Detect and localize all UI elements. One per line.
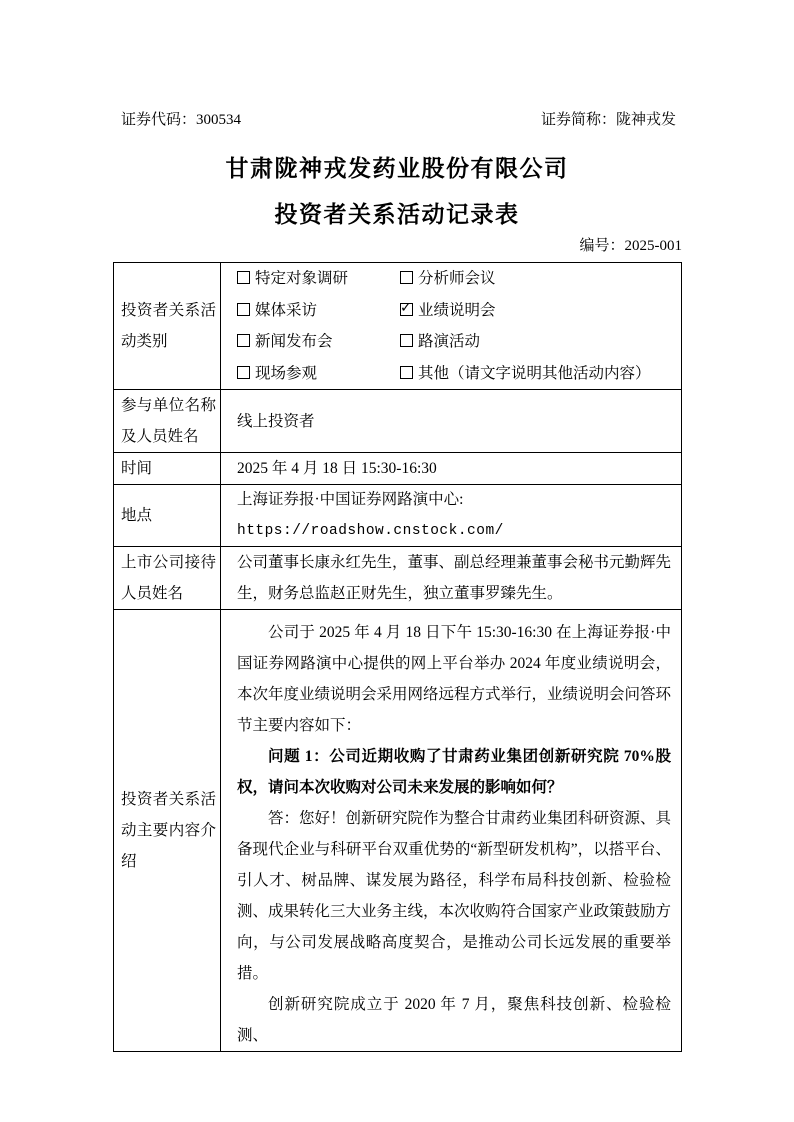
time-label: 时间: [114, 453, 221, 485]
option-special-object-research: [237, 263, 400, 295]
option-label: 业绩说明会: [418, 301, 496, 319]
location-venue: 上海证券报·中国证券网路演中心:: [237, 491, 464, 508]
document-number: 编号：2025-001: [579, 238, 682, 254]
table-row-location: [114, 485, 682, 547]
document-title: 投资者关系活动记录表: [274, 201, 520, 227]
option-analyst-meeting: [400, 263, 671, 295]
table-row-content: [114, 610, 682, 1052]
content-label: 投资者关系活动主要内容介绍: [114, 610, 221, 1052]
content-paragraph-question: 问题 1：公司近期收购了甘肃药业集团创新研究院 70%股权，请问本次收购对公司未来发展的影响如何？: [237, 748, 671, 796]
option-label: 现场参观: [255, 364, 318, 382]
option-media-interview: [237, 295, 400, 327]
option-label: 路演活动: [418, 333, 481, 350]
option-label: 特定对象调研: [255, 270, 349, 287]
company-title: 甘肃陇神戎发药业股份有限公司: [225, 155, 569, 181]
table-row-hosts: [114, 547, 682, 610]
option-press-conference: [237, 326, 400, 358]
stock-code-label: 证券代码：300534: [121, 112, 242, 128]
checkbox-unchecked-icon: [400, 271, 413, 284]
time-value: 2025 年 4 月 18 日 15:30-16:30: [221, 453, 682, 485]
stock-abbr-label: 证券简称：陇神戎发: [540, 112, 676, 128]
checkbox-unchecked-icon: [237, 271, 250, 284]
record-table: [113, 262, 682, 1052]
option-earnings-briefing: [400, 295, 671, 327]
checkbox-unchecked-icon: [400, 334, 413, 347]
option-label: 媒体采访: [255, 301, 318, 319]
hosts-value: 公司董事长康永红先生，董事、副总经理兼董事会秘书元勤辉先生，财务总监赵正财先生，独立董事罗臻先生。: [221, 547, 682, 610]
table-row-participants: [114, 390, 682, 453]
option-label: 其他（请文字说明其他活动内容）: [418, 364, 651, 382]
activity-type-options-cell: [221, 263, 682, 390]
document-header: [121, 110, 676, 130]
roadshow-url-link[interactable]: https://roadshow.cnstock.com/: [237, 523, 504, 539]
activity-type-label: 投资者关系活动类别: [114, 263, 221, 390]
option-label: 分析师会议: [418, 270, 496, 287]
option-other: [400, 358, 671, 390]
content-paragraph-answer: 答：您好！创新研究院作为整合甘肃药业集团科研资源、具备现代企业与科研平台双重优势的“新型研发机构”，以搭平台、引人才、树品牌、谋发展为路径，科学布局科技创新、检验检测、成果转化三大业务主线，本次收购符合国家产业政策鼓励方向，与公司发展战略高度契合，是推动公司长远发展的重要举措。: [237, 810, 672, 982]
location-label: 地点: [114, 485, 221, 547]
checkbox-unchecked-icon: [237, 366, 250, 379]
hosts-label: 上市公司接待人员姓名: [114, 547, 221, 610]
check-mark-glyph: ✓: [400, 299, 412, 316]
checkbox-grid: [237, 263, 671, 389]
table-row-time: [114, 453, 682, 485]
checkbox-unchecked-icon: [237, 334, 250, 347]
option-label: 新闻发布会: [255, 333, 333, 350]
participants-label: 参与单位名称及人员姓名: [114, 390, 221, 453]
checkbox-unchecked-icon: [237, 303, 250, 316]
location-value-cell: [221, 485, 682, 547]
option-roadshow: [400, 326, 671, 358]
option-site-visit: [237, 358, 400, 390]
table-row-activity-type: [114, 263, 682, 390]
checkbox-checked-icon: [400, 299, 413, 316]
content-paragraph: 创新研究院成立于 2020 年 7 月，聚焦科技创新、检验检测、: [237, 996, 671, 1044]
content-paragraph: 公司于 2025 年 4 月 18 日下午 15:30-16:30 在上海证券报·中国证券网路演中心提供的网上平台举办 2024 年度业绩说明会，本次年度业绩说明会采用网络远程方式举行，业绩说明会问答环节主要内容如下：: [237, 624, 672, 734]
content-cell: [221, 610, 682, 1052]
participants-value: 线上投资者: [221, 390, 682, 453]
checkbox-unchecked-icon: [400, 366, 413, 379]
